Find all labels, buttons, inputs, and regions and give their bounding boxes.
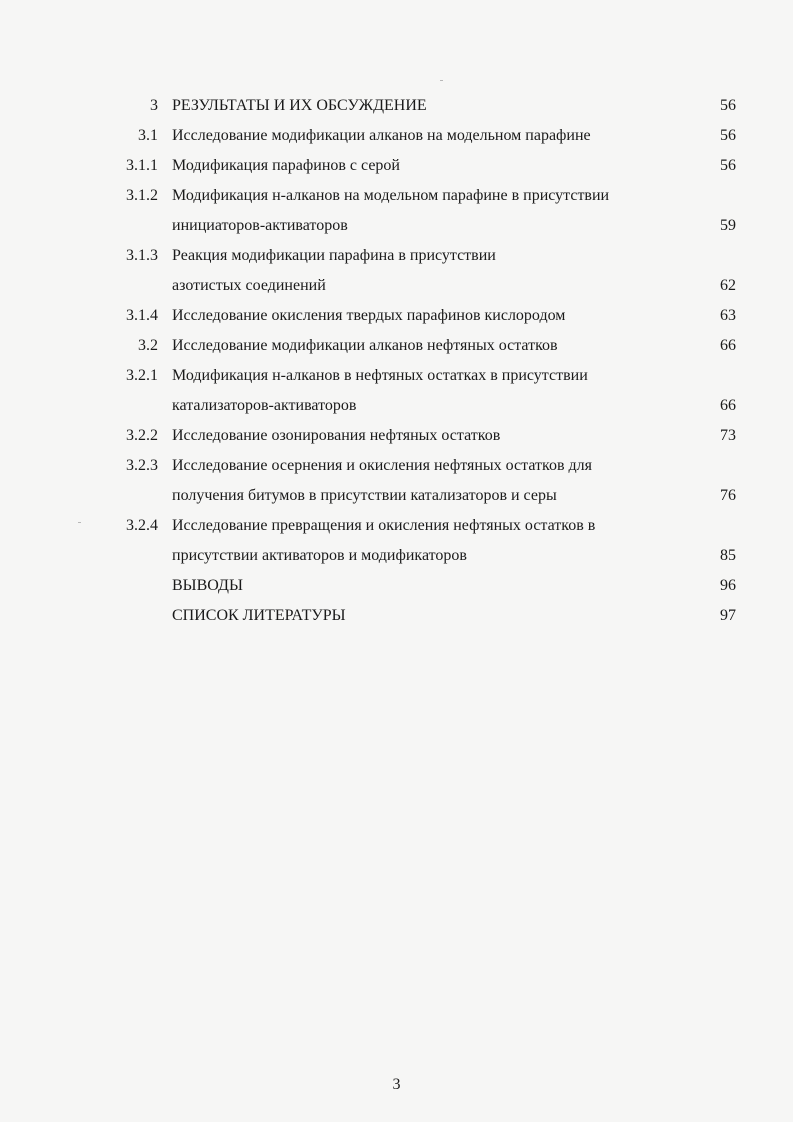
toc-entry (96, 241, 736, 301)
toc-entry (96, 361, 736, 421)
toc-entry-title: РЕЗУЛЬТАТЫ И ИХ ОБСУЖДЕНИЕ (172, 97, 427, 114)
scan-speck (440, 80, 443, 81)
toc-entry-title: Исследование модификации алканов на модельном парафине (172, 127, 591, 144)
toc-entry (96, 181, 736, 241)
toc-entry-number: 3.1.1 (126, 157, 158, 174)
toc-entry (96, 331, 736, 361)
toc-entry (96, 151, 736, 181)
toc-entry-page: 76 (720, 487, 736, 504)
toc-entry-page: 62 (720, 277, 736, 294)
toc-entry-title: получения битумов в присутствии катализаторов и серы (172, 487, 557, 504)
toc-entry (96, 421, 736, 451)
toc-entry-number: 3 (150, 97, 158, 114)
toc-entry-page: 66 (720, 337, 736, 354)
toc-entry-title: азотистых соединений (172, 277, 326, 294)
table-of-contents (96, 91, 736, 631)
toc-entry-page: 96 (720, 577, 736, 594)
toc-entry-title: катализаторов-активаторов (172, 397, 357, 414)
toc-entry (96, 451, 736, 511)
toc-entry-number: 3.2.1 (126, 367, 158, 384)
toc-entry-page: 85 (720, 547, 736, 564)
toc-entry-page: 56 (720, 157, 736, 174)
toc-entry-title: СПИСОК ЛИТЕРАТУРЫ (172, 607, 346, 624)
toc-entry (96, 601, 736, 631)
toc-entry-title: Модификация н-алканов на модельном парафине в присутствии (172, 187, 610, 204)
toc-entry-title: присутствии активаторов и модификаторов (172, 547, 467, 564)
toc-entry-page: 73 (720, 427, 736, 444)
toc-entry (96, 301, 736, 331)
toc-entry-page: 63 (720, 307, 736, 324)
toc-entry-number: 3.1.4 (126, 307, 158, 324)
toc-entry-page: 59 (720, 217, 736, 234)
page-number: 3 (392, 1076, 401, 1093)
toc-entry-title: Модификация н-алканов в нефтяных остатках в присутствии (172, 367, 588, 384)
toc-entry-number: 3.2 (138, 337, 158, 354)
toc-entry-title: ВЫВОДЫ (172, 577, 243, 594)
scan-speck (78, 522, 81, 523)
toc-entry-number: 3.1 (138, 127, 158, 144)
toc-entry-title: Модификация парафинов с серой (172, 157, 400, 174)
toc-entry-page: 66 (720, 397, 736, 414)
toc-entry (96, 121, 736, 151)
toc-entry (96, 91, 736, 121)
toc-entry-title: Исследование осернения и окисления нефтяных остатков для (172, 457, 593, 474)
toc-entry-title: Исследование модификации алканов нефтяных остатков (172, 337, 558, 354)
toc-entry-number: 3.2.4 (126, 517, 158, 534)
toc-entry-title: Исследование окисления твердых парафинов кислородом (172, 307, 566, 324)
toc-entry-page: 56 (720, 127, 736, 144)
toc-entry-number: 3.2.3 (126, 457, 158, 474)
toc-entry-page: 97 (720, 607, 736, 624)
toc-entry-title: инициаторов-активаторов (172, 217, 348, 234)
toc-entry (96, 571, 736, 601)
toc-entry-title: Реакция модификации парафина в присутствии (172, 247, 496, 264)
toc-entry-page: 56 (720, 97, 736, 114)
toc-entry-title: Исследование превращения и окисления нефтяных остатков в (172, 517, 596, 534)
toc-entry-number: 3.1.2 (126, 187, 158, 204)
toc-entry (96, 511, 736, 571)
toc-entry-title: Исследование озонирования нефтяных остатков (172, 427, 501, 444)
toc-entry-number: 3.1.3 (126, 247, 158, 264)
toc-entry-number: 3.2.2 (126, 427, 158, 444)
